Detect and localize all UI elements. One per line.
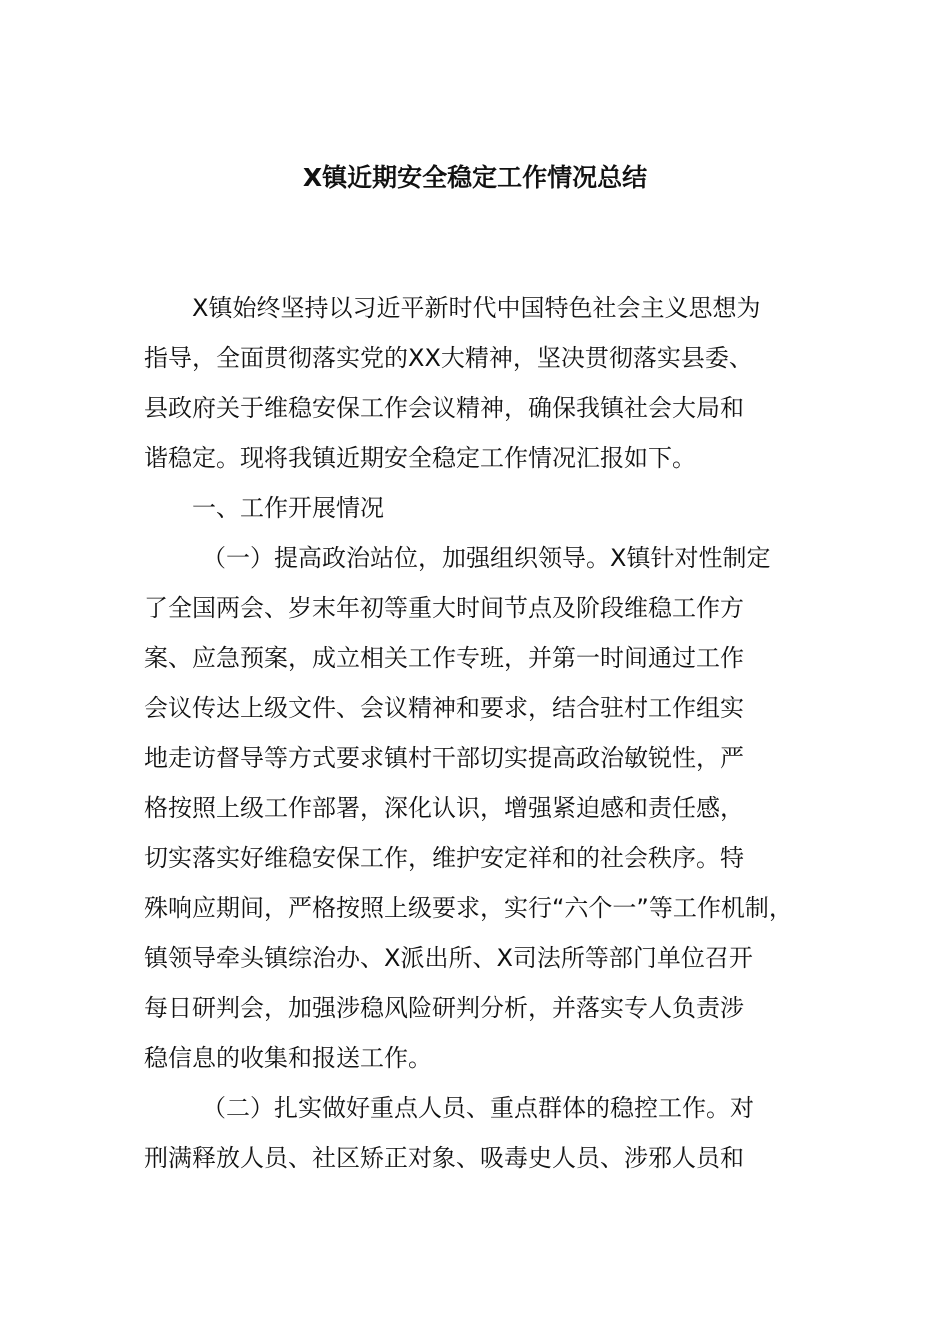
paragraph-line: 地走访督导等方式要求镇村干部切实提高政治敏锐性，严 bbox=[144, 744, 744, 772]
paragraph-line: X镇始终坚持以习近平新时代中国特色社会主义思想为 bbox=[192, 294, 761, 322]
paragraph-line: 每日研判会，加强涉稳风险研判分析，并落实专人负责涉 bbox=[144, 994, 744, 1022]
paragraph-line: 镇领导牵头镇综治办、X派出所、X司法所等部门单位召开 bbox=[144, 944, 753, 972]
paragraph-line: 案、应急预案，成立相关工作专班，并第一时间通过工作 bbox=[144, 644, 744, 672]
subsection-heading-line: （二）扎实做好重点人员、重点群体的稳控工作。对 bbox=[202, 1094, 754, 1122]
paragraph-line: 殊响应期间，严格按照上级要求，实行“六个一”等工作机制， bbox=[144, 894, 793, 922]
paragraph-line: 县政府关于维稳安保工作会议精神，确保我镇社会大局和 bbox=[144, 394, 744, 422]
paragraph-line: 谐稳定。现将我镇近期安全稳定工作情况汇报如下。 bbox=[144, 444, 696, 472]
section-heading: 一、工作开展情况 bbox=[192, 494, 384, 522]
paragraph-line: 格按照上级工作部署，深化认识，增强紧迫感和责任感， bbox=[144, 794, 744, 822]
paragraph-line: 指导，全面贯彻落实党的XX大精神，坚决贯彻落实县委、 bbox=[144, 344, 753, 372]
document-title: X镇近期安全稳定工作情况总结 bbox=[302, 163, 648, 192]
document-body bbox=[144, 283, 814, 1183]
paragraph-line: 切实落实好维稳安保工作，维护安定祥和的社会秩序。特 bbox=[144, 844, 744, 872]
paragraph-line: 稳信息的收集和报送工作。 bbox=[144, 1044, 432, 1072]
paragraph-line: 会议传达上级文件、会议精神和要求，结合驻村工作组实 bbox=[144, 694, 744, 722]
paragraph-line: 刑满释放人员、社区矫正对象、吸毒史人员、涉邪人员和 bbox=[144, 1144, 744, 1172]
subsection-heading-line: （一）提高政治站位，加强组织领导。X镇针对性制定 bbox=[202, 544, 771, 572]
paragraph-line: 了全国两会、岁末年初等重大时间节点及阶段维稳工作方 bbox=[144, 594, 744, 622]
